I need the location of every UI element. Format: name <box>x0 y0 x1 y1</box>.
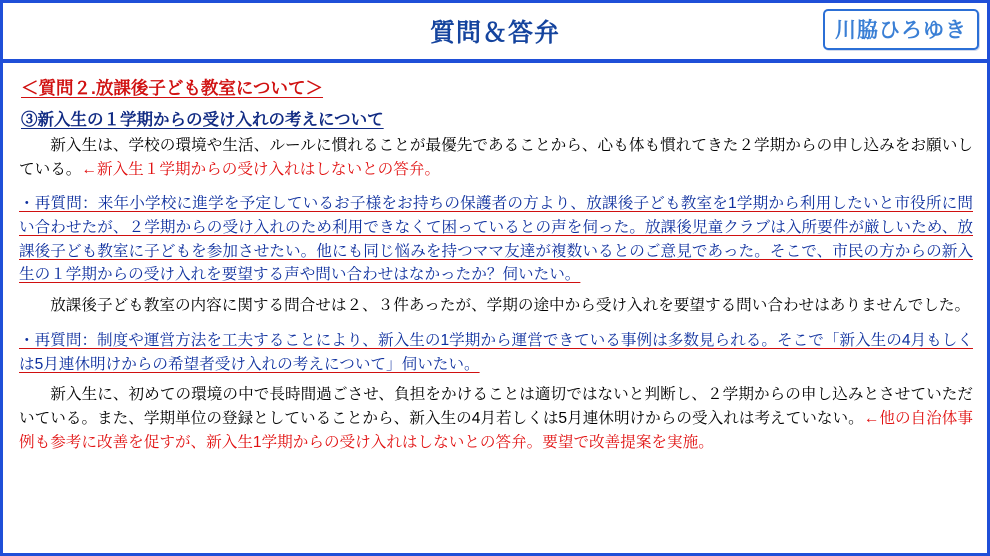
slide-body <box>3 63 987 454</box>
answer-3-red-note: ←他の自治体事例も参考に改善を促すが、新入生1学期からの受け入れはしないとの答弁。要望で改善提案を実施。 <box>19 409 973 451</box>
question-subheading: ③新入生の１学期からの受け入れの考えについて <box>21 111 384 129</box>
re-question-paragraph-1: ・再質問：来年小学校に進学を予定しているお子様をお持ちの保護者の方より、放課後子ども教室を1学期から利用したいと市役所に問い合わせたが、２学期からの受け入れのため利用できなくて困っているとの声を伺った。放課後児童クラブは入所要件が厳しいため、放課後子ども教室に子どもを参加させたい。他にも同じ悩みを持つママ友達が複数いるとのご意見であった。そこで、市民の方からの新入生の１学期からの受け入れを要望する声や問い合わせはなかったか？伺いたい。 <box>19 195 973 284</box>
answer-paragraph-3 <box>19 383 973 454</box>
slide-header <box>3 3 987 59</box>
re-question-paragraph-2: ・再質問：制度や運営方法を工夫することにより、新入生の1学期から運営できている事例は多数見られる。そこで「新入生の4月もしくは5月連休明けからの希望者受け入れの考えについて」伺いたい。 <box>19 331 973 373</box>
question-heading: ＜質問２.放課後子ども教室について＞ <box>21 78 324 98</box>
spacer-1 <box>19 183 973 192</box>
answer-1-red-note: ←新入生１学期からの受け入れはしないとの答弁。 <box>81 160 441 178</box>
answer-paragraph-1 <box>19 134 973 181</box>
presenter-name-text: 川脇ひろゆき <box>835 19 967 42</box>
presenter-name-badge <box>823 9 979 50</box>
page-title: 質問＆答弁 <box>429 19 560 47</box>
spacer-3 <box>19 320 973 329</box>
answer-3-black-text: 新入生に、初めての環境の中で長時間過ごさせ、負担をかけることは適切ではないと判断し、２学期からの申し込みとさせていただいている。また、学期単位の登録としていることから、新入生の4月若しくは5月連休明けからの受入れは考えていない。 <box>19 386 973 427</box>
answer-1-black-text: 新入生は、学校の環境や生活、ルールに慣れることが最優先であることから、心も体も慣れてきた２学期からの申し込みをお願いしている。 <box>19 137 973 178</box>
answer-paragraph-2: 放課後子ども教室の内容に関する問合せは２、３件あったが、学期の途中から受け入れを要望する問い合わせはありませんでした。 <box>19 297 971 315</box>
